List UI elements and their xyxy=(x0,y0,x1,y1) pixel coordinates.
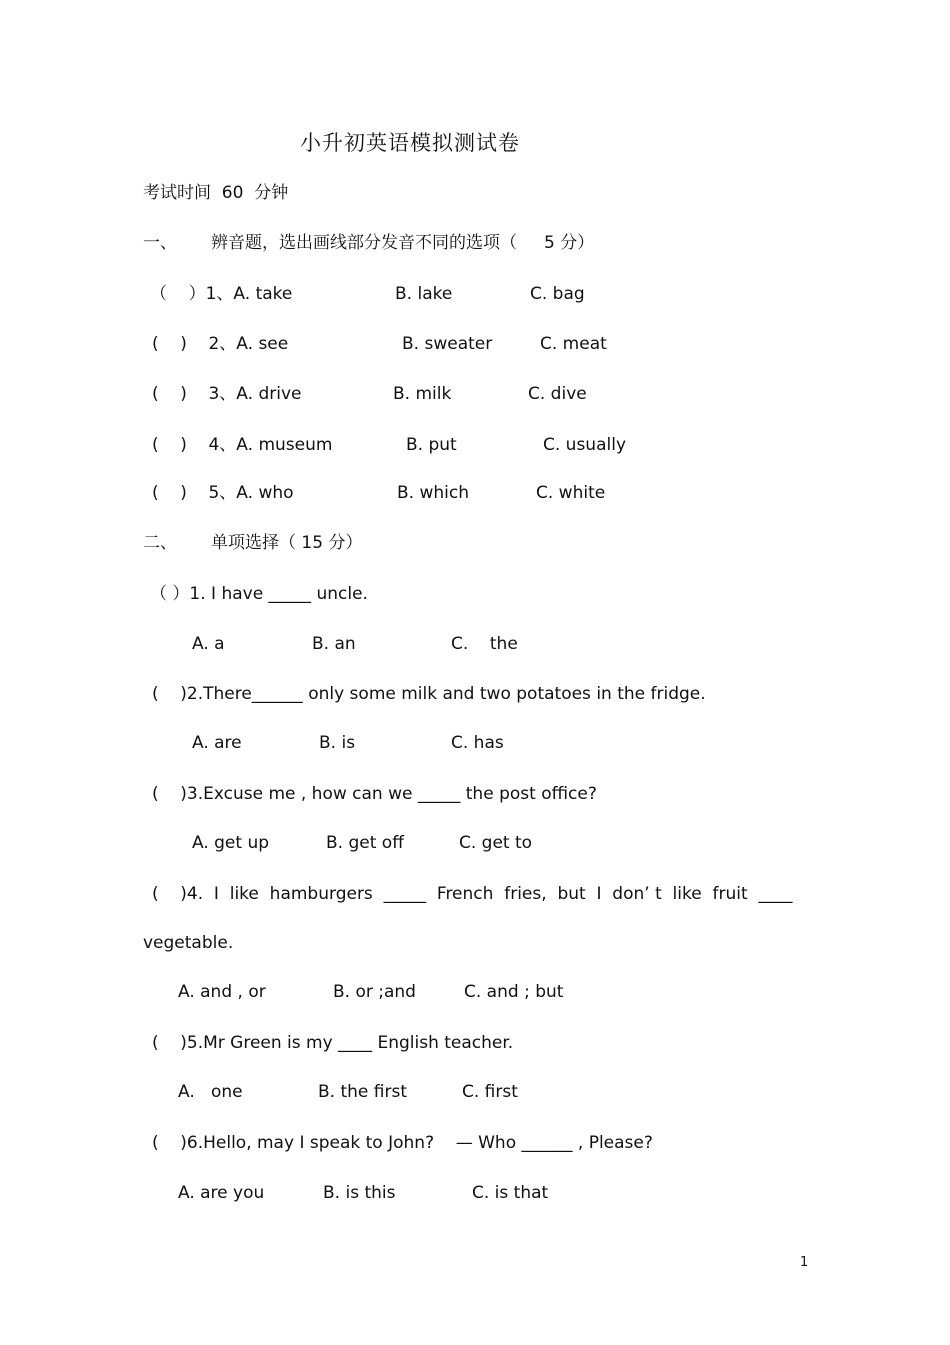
s1-q3-option-c: C. dive xyxy=(528,384,587,404)
s2-q5-option-b: B. the first xyxy=(318,1082,407,1102)
exam-time: 考试时间 60 分钟 xyxy=(143,183,289,203)
s2-q3-option-a: A. get up xyxy=(192,833,270,853)
s1-q1-option-c: C. bag xyxy=(530,284,585,304)
s1-q5-stem: ( ) 5、A. who xyxy=(152,483,294,503)
section1-heading-number: 一、 xyxy=(143,233,177,253)
s2-q6-option-a: A. are you xyxy=(178,1183,265,1203)
s2-q4-option-a: A. and , or xyxy=(178,982,266,1002)
s2-q2-option-b: B. is xyxy=(319,733,356,753)
s2-q5-option-c: C. first xyxy=(462,1082,518,1102)
s1-q1-option-b: B. lake xyxy=(395,284,453,304)
s1-q1-stem: （ ）1、A. take xyxy=(150,284,293,304)
s2-q5-option-a: A. one xyxy=(178,1082,243,1102)
s2-q1-stem: （ ）1. I have _____ uncle. xyxy=(150,584,368,604)
s2-q6-stem: ( )6.Hello, may I speak to John? — Who ______ , Please? xyxy=(152,1133,653,1153)
section2-heading-number: 二、 xyxy=(143,533,177,553)
s2-q3-option-b: B. get off xyxy=(326,833,404,853)
s1-q4-option-c: C. usually xyxy=(543,435,627,455)
s2-q2-option-a: A. are xyxy=(192,733,242,753)
s1-q3-stem: ( ) 3、A. drive xyxy=(152,384,302,404)
s2-q2-option-c: C. has xyxy=(451,733,504,753)
s1-q5-option-b: B. which xyxy=(397,483,469,503)
section1-heading: 辨音题，选出画线部分发音不同的选项（ 5 分） xyxy=(211,233,595,253)
s1-q4-option-b: B. put xyxy=(406,435,457,455)
s2-q3-stem: ( )3.Excuse me , how can we _____ the post office? xyxy=(152,784,597,804)
s1-q2-option-c: C. meat xyxy=(540,334,607,354)
s1-q2-stem: ( ) 2、A. see xyxy=(152,334,289,354)
s2-q4-stem-continued: vegetable. xyxy=(143,933,234,953)
s1-q3-option-b: B. milk xyxy=(393,384,452,404)
s2-q2-stem: ( )2.There______ only some milk and two potatoes in the fridge. xyxy=(152,684,706,704)
s2-q1-option-c: C. the xyxy=(451,634,518,654)
s2-q5-stem: ( )5.Mr Green is my ____ English teacher. xyxy=(152,1033,514,1053)
s2-q6-option-b: B. is this xyxy=(323,1183,396,1203)
s2-q3-option-c: C. get to xyxy=(459,833,533,853)
s2-q4-stem: ( )4. I like hamburgers _____ French fries, but I don’ t like fruit ____ xyxy=(152,884,793,904)
s2-q6-option-c: C. is that xyxy=(472,1183,549,1203)
page-number: 1 xyxy=(800,1255,809,1270)
exam-title: 小升初英语模拟测试卷 xyxy=(300,131,520,155)
s1-q4-stem: ( ) 4、A. museum xyxy=(152,435,333,455)
s2-q4-option-c: C. and ; but xyxy=(464,982,564,1002)
s2-q4-option-b: B. or ;and xyxy=(333,982,416,1002)
s2-q1-option-b: B. an xyxy=(312,634,356,654)
s1-q5-option-c: C. white xyxy=(536,483,606,503)
section2-heading: 单项选择（ 15 分） xyxy=(211,533,363,553)
s2-q1-option-a: A. a xyxy=(192,634,225,654)
s1-q2-option-b: B. sweater xyxy=(402,334,493,354)
